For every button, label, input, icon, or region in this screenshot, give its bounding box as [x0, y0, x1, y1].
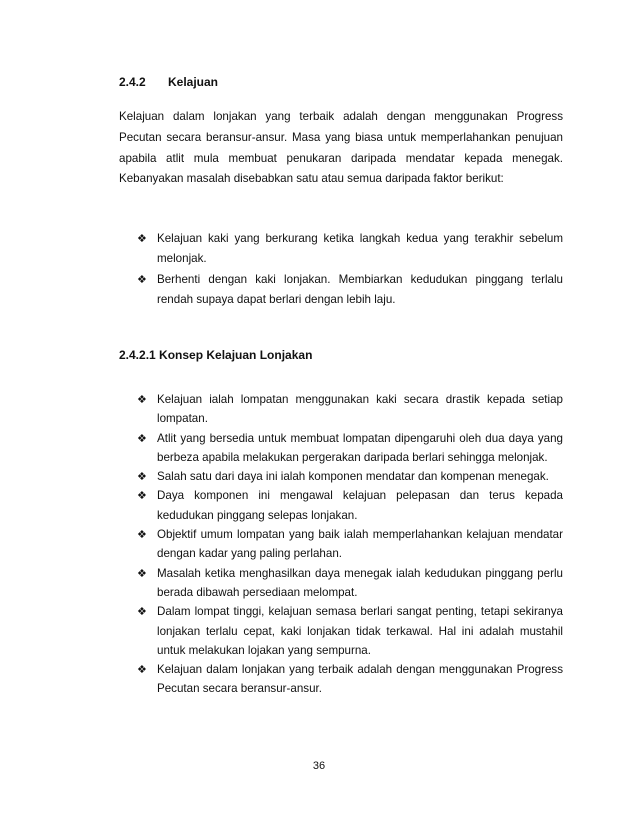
diamond-bullet-icon: ❖: [137, 528, 147, 542]
diamond-bullet-icon: ❖: [137, 663, 147, 677]
diamond-bullet-icon: ❖: [137, 393, 147, 406]
list-item: [137, 564, 563, 603]
list-item-text: Dalam lompat tinggi, kelajuan semasa berlari sangat penting, tetapi sekiranya lonjakan terlalu cepat, kaki lonjakan tidak terkawal. Hal ini adalah mustahil untuk melakukan lojakan yang sempurna.: [157, 605, 563, 657]
concept-list: [137, 390, 563, 699]
section-paragraph: Kelajuan dalam lonjakan yang terbaik adalah dengan menggunakan Progress Pecutan secara beransur-ansur. Masa yang biasa untuk memperlahankan penujuan apabila atlit mula membuat penukaran daripada mendatar kepada menegak. Kebanyakan masalah disebabkan satu atau semua daripada faktor berikut:: [119, 110, 563, 186]
diamond-bullet-icon: ❖: [137, 489, 147, 503]
diamond-bullet-icon: ❖: [137, 605, 147, 619]
section-title: Kelajuan: [168, 75, 219, 89]
list-item-text: Masalah ketika menghasilkan daya menegak ialah kedudukan pinggang perlu berada dibawah persediaan melompat.: [157, 566, 563, 599]
diamond-bullet-icon: ❖: [137, 232, 147, 245]
list-item: [137, 467, 563, 486]
factor-list: [137, 229, 563, 311]
list-item: [137, 660, 563, 699]
diamond-bullet-icon: ❖: [137, 272, 147, 286]
list-item: [137, 229, 563, 270]
list-item: [137, 270, 563, 311]
list-item-text: Atlit yang bersedia untuk membuat lompatan dipengaruhi oleh dua daya yang berbeza apabila melakukan pergerakan daripada berlari sehingga melonjak.: [157, 431, 563, 464]
list-item-text: Kelajuan dalam lonjakan yang terbaik adalah dengan menggunakan Progress Pecutan secara beransur-ansur.: [157, 663, 563, 696]
list-item: [137, 390, 563, 429]
diamond-bullet-icon: ❖: [137, 431, 147, 445]
list-item: [137, 429, 563, 468]
page-number: 36: [312, 760, 326, 772]
list-item-text: Objektif umum lompatan yang baik ialah memperlahankan kelajuan mendatar dengan kadar yang paling perlahan.: [157, 528, 563, 561]
list-item: [137, 602, 563, 660]
list-item-text: Salah satu dari daya ini ialah komponen mendatar dan kompenan menegak.: [157, 470, 549, 484]
subsection-heading: 2.4.2.1 Konsep Kelajuan Lonjakan: [119, 348, 313, 362]
section-number: 2.4.2: [119, 75, 146, 89]
diamond-bullet-icon: ❖: [137, 566, 147, 580]
list-item: [137, 525, 563, 564]
list-item-text: Berhenti dengan kaki lonjakan. Membiarkan kedudukan pinggang terlalu rendah supaya dapat berlari dengan lebih laju.: [157, 272, 563, 307]
list-item-text: Kelajuan kaki yang berkurang ketika langkah kedua yang terakhir sebelum melonjak.: [157, 232, 563, 266]
list-item-text: Daya komponen ini mengawal kelajuan pelepasan dan terus kepada kedudukan pinggang selepas lonjakan.: [157, 489, 563, 522]
list-item: [137, 486, 563, 525]
section-heading: [119, 75, 218, 89]
diamond-bullet-icon: ❖: [137, 470, 147, 484]
list-item-text: Kelajuan ialah lompatan menggunakan kaki secara drastik kepada setiap lompatan.: [157, 393, 563, 426]
